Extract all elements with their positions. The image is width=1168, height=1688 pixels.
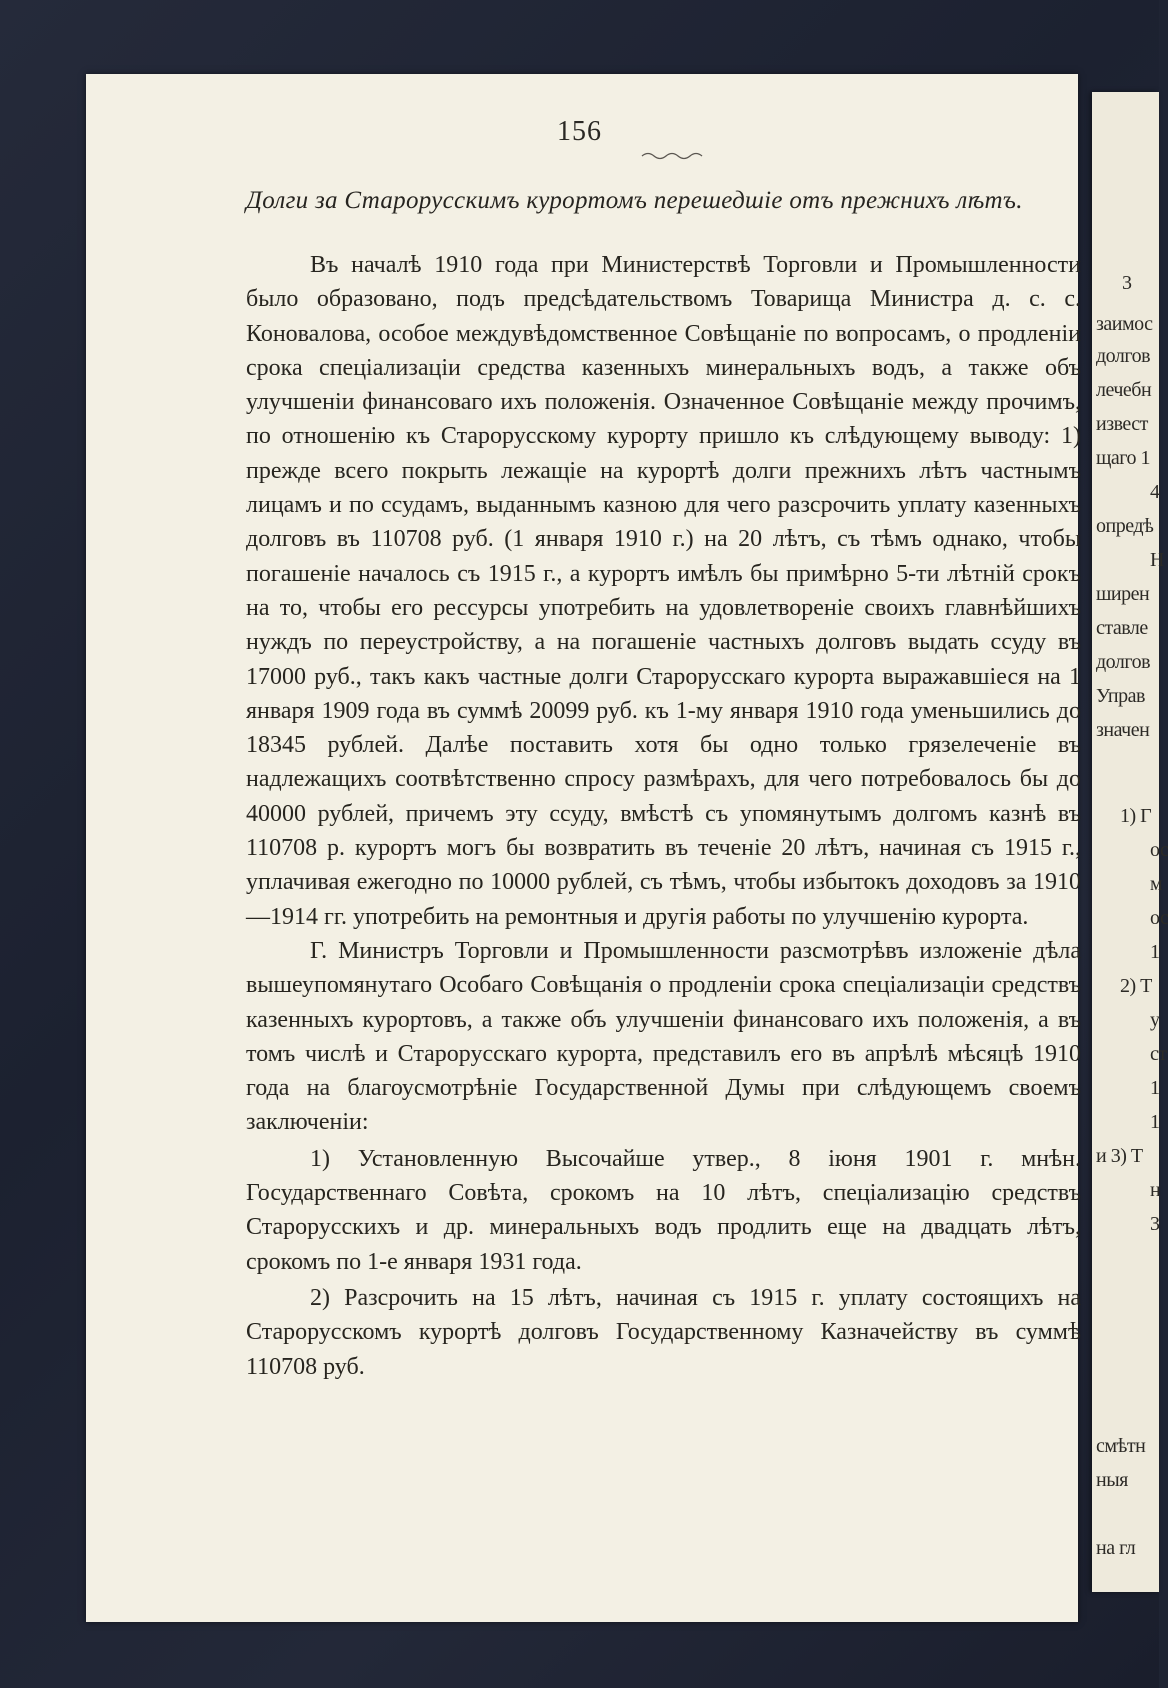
paragraph: Г. Министръ Торговли и Промышленности разсмотрѣвъ изложеніе дѣла вышеупомянутаго Особаго Совѣщанія о продленіи срока спеціализаціи средствъ казенныхъ курортовъ, а также объ улучшеніи финансоваго ихъ положенія, а въ томъ числѣ и Старорусскаго курорта, представилъ его въ апрѣлѣ мѣсяцѣ 1910 года на благоусмотрѣніе Государственной Думы при слѣдующемъ своемъ заключеніи: (246, 937, 1081, 1136)
decorative-wave-ornament (640, 150, 704, 160)
adjacent-fragment: 1) Г (1120, 805, 1152, 827)
adjacent-fragment: извест (1096, 413, 1148, 435)
adjacent-fragment: ныя (1096, 1469, 1128, 1491)
body-text (246, 248, 1081, 1384)
adjacent-fragment: 3 (1150, 1213, 1160, 1235)
adjacent-fragment: ос (1150, 839, 1168, 861)
adjacent-fragment: смѣтн (1096, 1435, 1146, 1457)
adjacent-fragment: Управ (1096, 685, 1145, 707)
adjacent-fragment: ширен (1096, 583, 1150, 605)
adjacent-fragment: долгов (1096, 651, 1151, 673)
adjacent-fragment: н (1150, 1179, 1161, 1201)
adjacent-fragment: 4 (1150, 481, 1160, 503)
adjacent-fragment: ос (1150, 907, 1168, 929)
adjacent-fragment: и 3) Т (1096, 1145, 1143, 1167)
adjacent-fragment: на гл (1096, 1537, 1136, 1559)
adjacent-fragment: 1 (1150, 1111, 1160, 1133)
adjacent-fragment: ставле (1096, 617, 1148, 639)
adjacent-fragment: значен (1096, 719, 1150, 741)
adjacent-fragment: долгов (1096, 345, 1151, 367)
adjacent-fragment: 3 (1122, 272, 1132, 294)
adjacent-fragment: 1 (1150, 941, 1160, 963)
adjacent-fragment: заимос (1096, 313, 1153, 335)
adjacent-fragment: 2) Т (1120, 975, 1152, 997)
page-number: 156 (557, 116, 602, 147)
adjacent-fragment: 1 (1150, 1077, 1160, 1099)
numbered-clause: 1) Установленную Высочайше утвер., 8 іюня 1901 г. мнѣн. Государственнаго Совѣта, срокомъ на 10 лѣтъ, спеціализацію средствъ Старорусскихъ и др. минеральныхъ водъ продлить еще на двадцать лѣтъ, срокомъ по 1-е января 1931 года. (246, 1145, 1081, 1275)
adjacent-fragment: Н (1150, 549, 1164, 571)
adjacent-page-edge (1092, 92, 1168, 1592)
adjacent-fragment: ст (1150, 1043, 1167, 1065)
paragraph: Въ началѣ 1910 года при Министерствѣ Торговли и Промышленности было образовано, подъ предсѣдательствомъ Товарища Министра д. с. с. Коновалова, особое междувѣдомственное Совѣщаніе по вопросамъ, о продленіи срока спеціализаціи средства казенныхъ минеральныхъ водъ, а также объ улучшеніи финансоваго ихъ положенія. Означенное Совѣщаніе между прочимъ, по отношенію къ Старорусскому курорту пришло къ слѣдующему выводу: 1) прежде всего покрыть лежащіе на курортѣ долги прежнихъ лѣтъ частнымъ лицамъ и по ссудамъ, выданнымъ казною для чего разсрочить уплату казенныхъ долговъ въ 110708 руб. (1 января 1910 г.) на 20 лѣтъ, съ тѣмъ однако, чтобы погашеніе началось съ 1915 г., а курортъ имѣлъ бы примѣрно 5-ти лѣтній срокъ на то, чтобы его рессурсы употребить на удовлетвореніе своихъ главнѣйшихъ нуждъ по переустройству, а на погашеніе частныхъ долговъ выдать ссуду въ 17000 руб., такъ какъ частные долги Старорусскаго курорта выражавшіеся на 1 января 1909 года въ суммѣ 20099 руб. къ 1-му января 1910 года уменьшились до 18345 рублей. Далѣе поставить хотя бы одно только грязелеченіе въ надлежащихъ соотвѣтственно спросу размѣрахъ, для чего потребовалось бы до 40000 рублей, причемъ эту ссуду, вмѣстѣ съ упомянутымъ долгомъ казнѣ въ 110708 р. курортъ могъ бы возвратить въ теченіе 20 лѣтъ, начиная съ 1915 г., уплачивая ежегодно по 10000 рублей, съ тѣмъ, чтобы избытокъ доходовъ за 1910—1914 гг. употребить на ремонтныя и другія работы по улучшенію курорта. (246, 252, 1081, 930)
adjacent-fragment: щаго 1 (1096, 447, 1150, 469)
section-heading: Долги за Старорусскимъ курортомъ перешедшіе отъ прежнихъ лѣтъ. (246, 187, 1023, 214)
adjacent-fragment: у (1150, 1009, 1160, 1031)
adjacent-fragment: м (1150, 873, 1163, 895)
adjacent-fragment: лечебн (1096, 379, 1152, 401)
adjacent-fragment: опредѣ (1096, 515, 1154, 537)
numbered-clause: 2) Разсрочить на 15 лѣтъ, начиная съ 1915 г. уплату состоящихъ на Старорусскомъ курортѣ долговъ Государственному Казначейству въ суммѣ 110708 руб. (246, 1284, 1081, 1380)
